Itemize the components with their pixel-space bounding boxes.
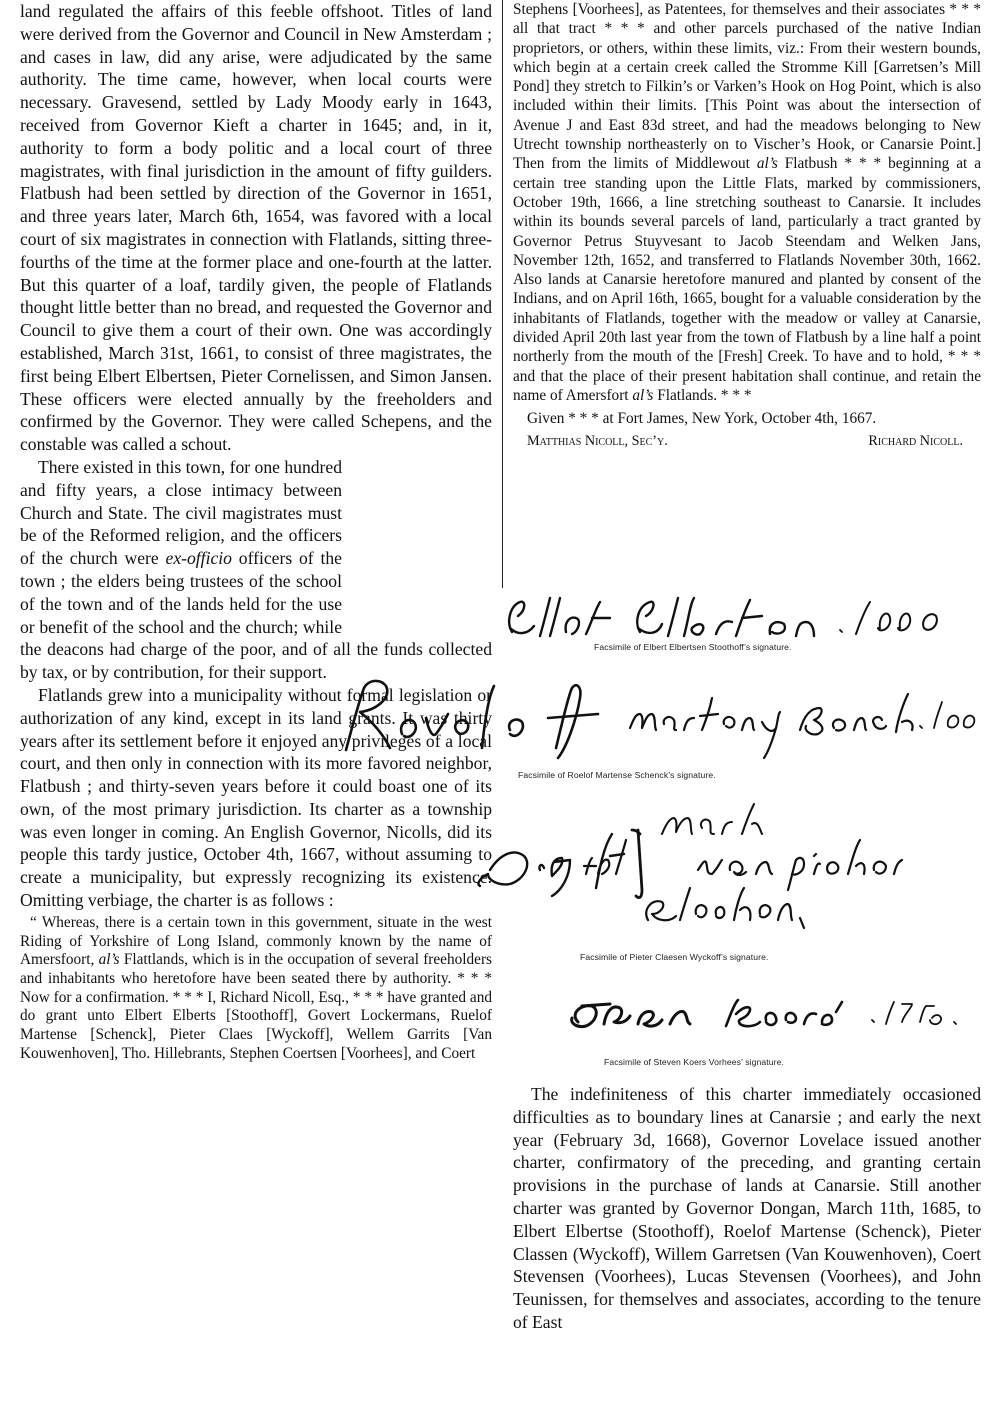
charter-signatories — [513, 429, 981, 453]
charter-given-line: Given * * * at Fort James, New York, October 4th, 1667. — [527, 410, 877, 428]
right-column-lower — [513, 1083, 981, 1334]
caption-elbert-elbertsen: Facsimile of Elbert Elbertsen Stoothoff’s signature. — [594, 642, 792, 652]
paragraph-later-charters: The indefiniteness of this charter immediately occasioned difficulties as to boundary lines at Canarsie ; and early the next year (February 3d, 1668), Governor Lovelace issued another charter, confirmatory of the preceding, and granting certain provisions in the purchase of lands at Canarsie. Still another charter was granted by Governor Dongan, March 11th, 1685, to Elbert Elbertse (Stoothoff), Roelof Martense (Schenck), Pieter Classen (Wyckoff), Willem Garretsen (Van Kouwenhoven), Coert Stevensen (Voorhees), Lucas Stevensen (Voorhees), and John Teunissen, for themselves and associates, according to the tenure of East — [513, 1084, 981, 1332]
right-column — [513, 0, 981, 453]
column-divider — [502, 0, 503, 588]
signature-pieter-claesen — [466, 800, 980, 940]
charter-quote-right — [513, 0, 981, 405]
ex-officio-italic: ex-officio — [165, 548, 232, 569]
charter-left-als: al’s — [98, 951, 120, 969]
signature-roelof-martense — [330, 668, 980, 768]
secretary-name: Matthias Nicoll, Sec’y. — [527, 432, 668, 449]
signature-wrap-spacer — [342, 460, 492, 628]
charter-right-als-1: al’s — [756, 155, 778, 173]
left-column — [20, 0, 492, 1064]
charter-left-text-a: “ Whereas, there is a certain town in this government, situate in the west Riding of Yorkshire of Long Island, commonly known by the name of Amersfoort, — [20, 913, 492, 969]
charter-right-text-c: Flatlands. * * * — [657, 386, 752, 404]
charter-left-text-b: Flattlands, which is in the occupation of several freeholders and inhabitants who heretofore have been seated there by authority. * * * Now for a confirmation. * * * I, Richard Nicoll, Esq., * * * have granted and do grant unto Elbert Elberts [Stoothoff], Govert Lockermans, Ruelof Martense [Schenck], Pieter Claes [Wyckoff], Wellem Garrits [Van Kouwenhoven], Tho. Hillebrants, Stephen Coertsen [Voorhees], and Coert — [20, 951, 493, 1062]
governor-name: Richard Nicoll. — [868, 432, 963, 449]
church-state-text-b: officers of the town ; the elders being trustees of the school of the town and of the lands held for the use or benefit of the school and the church; while the deacons had charge of the poor, and of all the funds collected by tax, or by contribution, for their support. — [20, 548, 492, 683]
charter-right-als-2: al’s — [632, 386, 654, 404]
paragraph-municipality: Flatlands grew into a municipality without formal legislation or authorization of any kind, except in its land grants. It was thirty years after its settlement before it enjoyed any privileges of a local court, and then only in connection with its more favored neighbor, Flatbush ; and thirty-seven years before it could boast one of its own, of the most primary jurisdiction. Its charter as a township was even longer in coming. An English Governor, Nicolls, did its people this tardy justice, October 4th, 1667, without assuming to create a municipality, but expressly recognizing its existence. Omitting verbiage, the charter is as follows : — [20, 684, 492, 911]
charter-right-text-a: Stephens [Voorhees], as Patentees, for themselves and their associates * * * all that tract * * * and other parcels purchased of the native Indian proprietors, or others, within these limits, viz.: From their western bounds, which begin at a certain creek called the Stromme Kill [Garretsen’s Mill Pond] they stretch to Filkin’s or Varken’s Hook on Hog Point, which is also included within their limits. [This Point was about the intersection of Avenue J and East 83d street, and had the meadows belonging to New Utrecht township northeasterly on to Vischer’s Hook, or Canarsie Point.] Then from the limits of Middlewout — [513, 1, 981, 173]
caption-roelof-martense: Facsimile of Roelof Martense Schenck’s signature. — [518, 770, 716, 780]
caption-steven-koers: Facsimile of Steven Koers Vorhees’ signature. — [604, 1057, 784, 1067]
church-state-text-a: There existed in this town, for one hundred and fifty years, a close intimacy between Church and State. The civil magistrates must be of the Reformed religion, and the officers of the church were — [20, 456, 342, 569]
signature-steven-koers — [560, 990, 980, 1042]
caption-pieter-claesen: Facsimile of Pieter Claesen Wyckoff’s signature. — [580, 952, 769, 962]
charter-right-text-b: Flatbush * * * beginning at a certain tree standing upon the Little Flats, marked by commissioners, October 19th, 1666, a line stretching southeast to Canarsie. It includes within its bounds several parcels of land, particularly a tract granted by Governor Petrus Stuyvesant to Jacob Steendam and Welken Jans, November 12th, 1652, and transferred to Flatlands November 30th, 1662. Also lands at Canarsie heretofore manured and planted by consent of the Indians, and on April 16th, 1665, bought for a valuable consideration by the inhabitants of Flatlands, together with the meadow or valley at Canarsie, divided April 20th last year from the town of Flatbush by a line half a point northerly from the mouth of the [Fresh] Creek. To have and to hold, * * * and that the place of their present habitation shall continue, and retain the name of Amersfort — [513, 155, 981, 404]
paragraph-courts: land regulated the affairs of this feeble offshoot. Titles of land were derived from the Governor and Council in New Amsterdam ; and cases in law, did any arise, were adjudicated by the same authority. The time came, however, when local courts were necessary. Gravesend, settled by Lady Moody early in 1643, received from Governor Kieft a charter in 1645; and, in it, authority to form a body politic and a local court of three magistrates, with final jurisdiction in the amount of fifty guilders. Flatbush had been settled by direction of the Governor in 1651, and three years later, March 6th, 1654, was favored with a local court of six magistrates in connection with Flatlands, sitting three-fourths of the time at the former place and one-fourth at the latter. But this quarter of a loaf, tardily given, the people of Flatlands thought little better than no bread, and requested the Governor and Council to give them a court of their own. One was accordingly established, March 31st, 1661, to consist of three magistrates, the first being Elbert Elbertsen, Pieter Cornelissen, and Simon Jansen. These officers were elected annually by the freeholders and confirmed by the Governor. They were called Schepens, and the constable was called a schout. — [20, 1, 492, 455]
charter-quote-left — [20, 914, 492, 1064]
